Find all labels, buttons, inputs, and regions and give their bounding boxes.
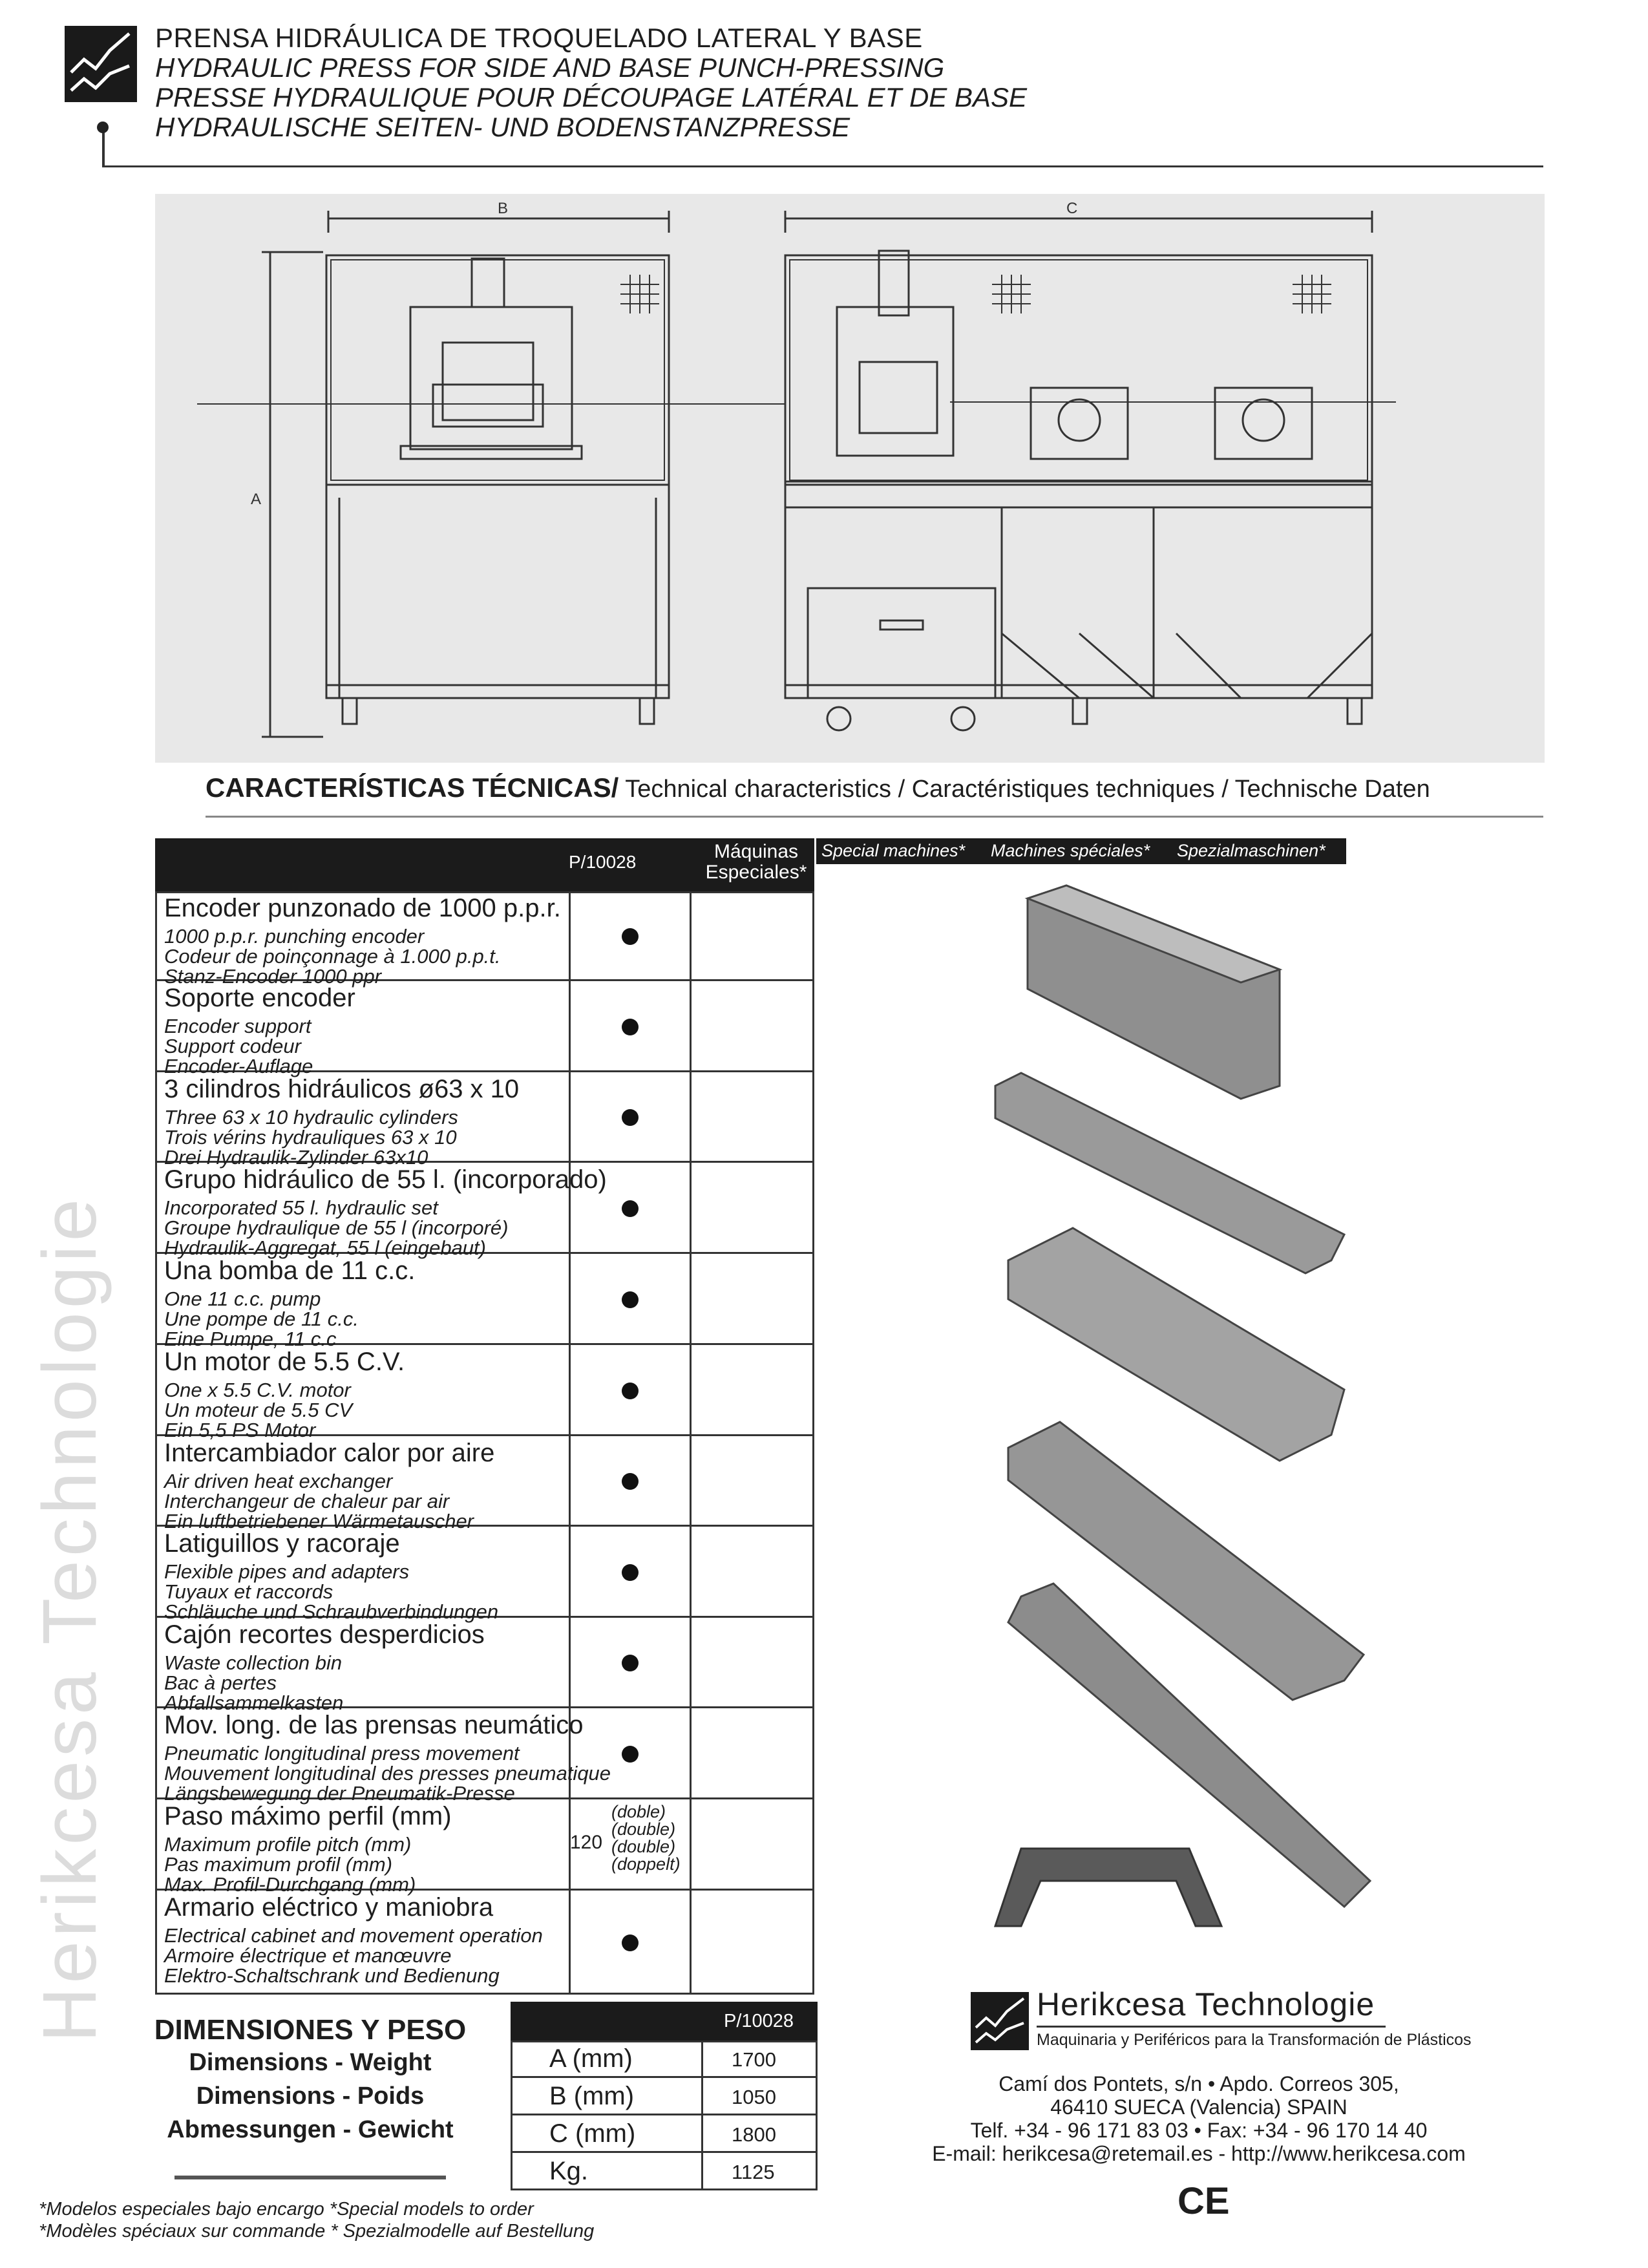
title-fr: PRESSE HYDRAULIQUE POUR DÉCOUPAGE LATÉRAL ET DE BASE xyxy=(155,82,1028,112)
page-title-block xyxy=(155,23,1027,142)
footnote-line-1: *Modelos especiales bajo encargo *Special models to order xyxy=(39,2199,534,2220)
header-rule xyxy=(102,165,1543,167)
included-dot xyxy=(622,1383,639,1399)
contact-block xyxy=(866,2072,1532,2165)
footnote-line-2: *Modèles spéciaux sur commande * Spezialmodelle auf Bestellung xyxy=(39,2221,595,2242)
brand-name: Herikcesa Technologie xyxy=(1037,1986,1375,2022)
header-rule-dot xyxy=(97,122,109,133)
included-dot xyxy=(622,1934,639,1951)
table-row xyxy=(155,981,814,1077)
feature-name-de: Längsbewegung der Pneumatik-Presse xyxy=(164,1782,515,1805)
included-dot xyxy=(622,1109,639,1126)
watermark: Herikcesa Technologie xyxy=(27,1194,112,2042)
feature-name-en: Air driven heat exchanger xyxy=(164,1470,393,1492)
ce-mark: CE xyxy=(1178,2180,1230,2222)
special-machines-bar xyxy=(816,838,1346,864)
feature-name-en: Waste collection bin xyxy=(164,1651,343,1674)
table-row xyxy=(155,1163,814,1259)
table-header-special: Máquinas Especiales* xyxy=(705,841,807,883)
dim-a-label: A xyxy=(251,491,262,508)
company-logo xyxy=(65,26,137,102)
table-row xyxy=(155,1799,814,1896)
included-dot xyxy=(622,1200,639,1217)
table-row xyxy=(155,1708,814,1805)
dimensions-table-header xyxy=(511,2002,818,2040)
table-row xyxy=(155,1345,814,1441)
feature-name-en: Flexible pipes and adapters xyxy=(164,1560,410,1583)
brand-tagline: Maquinaria y Periféricos para la Transformación de Plásticos xyxy=(1037,2031,1472,2049)
feature-name-fr: Armoire électrique et manœuvre xyxy=(164,1944,452,1967)
feature-name-es: Un motor de 5.5 C.V. xyxy=(164,1348,405,1376)
dim-b-label: B xyxy=(498,200,509,217)
feature-name-de: Hydraulik-Aggregat, 55 l (eingebaut) xyxy=(164,1236,486,1259)
feature-name-es: Encoder punzonado de 1000 p.p.r. xyxy=(164,894,561,922)
dimensions-col-model: P/10028 xyxy=(724,2011,794,2031)
feature-name-fr: Une pompe de 11 c.c. xyxy=(164,1308,359,1330)
dimensions-title: DIMENSIONES Y PESO xyxy=(154,2014,467,2046)
feature-name-fr: Tuyaux et raccords xyxy=(164,1580,333,1603)
phone-fax: Telf. +34 - 96 171 83 03 • Fax: +34 - 96 170 14 40 xyxy=(970,2119,1428,2142)
feature-name-en: One x 5.5 C.V. motor xyxy=(164,1379,351,1401)
dim-c-label: C xyxy=(1066,200,1078,217)
photo-slotted-duct xyxy=(1028,885,1280,1099)
included-dot xyxy=(622,1019,639,1035)
feature-name-de: Drei Hydraulik-Zylinder 63x10 xyxy=(164,1146,428,1169)
table-row xyxy=(155,1618,814,1714)
table-row xyxy=(155,1072,814,1169)
title-en: HYDRAULIC PRESS FOR SIDE AND BASE PUNCH-PRESSING xyxy=(155,52,945,83)
feature-name-de: Schläuche und Schraubverbindungen xyxy=(164,1600,499,1623)
brand-logo xyxy=(971,1992,1029,2050)
feature-name-es: Latiguillos y racoraje xyxy=(164,1529,400,1558)
title-de: HYDRAULISCHE SEITEN- UND BODENSTANZPRESSE xyxy=(155,112,850,142)
table-row xyxy=(155,1254,814,1350)
feature-name-es: Soporte encoder xyxy=(164,984,355,1012)
feature-name-de: Ein 5,5 PS Motor xyxy=(164,1419,316,1441)
feature-name-de: Abfallsammelkasten xyxy=(164,1691,344,1714)
feature-name-de: Max. Profil-Durchgang (mm) xyxy=(164,1873,416,1896)
feature-name-es: Grupo hidráulico de 55 l. (incorporado) xyxy=(164,1165,607,1194)
feature-name-es: Mov. long. de las prensas neumático xyxy=(164,1711,584,1739)
feature-name-en: Electrical cabinet and movement operation xyxy=(164,1924,543,1947)
feature-name-fr: Codeur de poinçonnage à 1.000 p.p.t. xyxy=(164,945,501,968)
dimensions-sub-fr: Dimensions - Poids xyxy=(196,2083,425,2110)
table-row xyxy=(155,1891,814,1995)
characteristics-heading-es: CARACTERÍSTICAS TÉCNICAS/ xyxy=(206,772,619,803)
feature-name-fr: Groupe hydraulique de 55 l (incorporé) xyxy=(164,1216,509,1239)
feature-name-es: Paso máximo perfil (mm) xyxy=(164,1802,452,1830)
feature-name-en: 1000 p.p.r. punching encoder xyxy=(164,925,425,948)
table-row xyxy=(155,891,814,988)
feature-name-fr: Trois vérins hydrauliques 63 x 10 xyxy=(164,1126,457,1149)
special-label-en: Special machines* xyxy=(821,841,966,860)
table-row xyxy=(155,1527,814,1623)
dimensions-row: B (mm) 1050 xyxy=(511,2078,818,2115)
feature-name-en: Maximum profile pitch (mm) xyxy=(164,1833,412,1856)
email-web: E-mail: herikcesa@retemail.es - http://www.herikcesa.com xyxy=(932,2142,1466,2165)
feature-name-en: Three 63 x 10 hydraulic cylinders xyxy=(164,1106,458,1129)
characteristics-heading-rest: Technical characteristics / Caractéristiques techniques / Technische Daten xyxy=(625,776,1430,803)
special-label-fr: Machines spéciales* xyxy=(991,841,1150,860)
feature-name-de: Encoder-Auflage xyxy=(164,1055,313,1077)
feature-name-en: Pneumatic longitudinal press movement xyxy=(164,1742,520,1765)
feature-name-es: Cajón recortes desperdicios xyxy=(164,1620,485,1649)
feature-name-fr: Pas maximum profil (mm) xyxy=(164,1853,393,1876)
included-dot xyxy=(622,928,639,945)
feature-name-fr: Bac à pertes xyxy=(164,1671,277,1694)
feature-name-en: One 11 c.c. pump xyxy=(164,1288,321,1310)
feature-name-fr: Interchangeur de chaleur par air xyxy=(164,1490,450,1512)
feature-name-de: Stanz-Encoder 1000 ppr xyxy=(164,965,382,988)
product-photos xyxy=(982,873,1402,1971)
address-line-1: Camí dos Pontets, s/n • Apdo. Correos 305, xyxy=(998,2072,1399,2095)
feature-name-fr: Support codeur xyxy=(164,1035,301,1057)
dimensions-row: Kg. 1125 xyxy=(549,2157,775,2185)
address-line-2: 46410 SUECA (Valencia) SPAIN xyxy=(1050,2095,1347,2119)
feature-name-es: Armario eléctrico y maniobra xyxy=(164,1893,494,1922)
feature-name-es: 3 cilindros hidráulicos ø63 x 10 xyxy=(164,1075,520,1103)
characteristics-rule xyxy=(206,816,1543,818)
included-dot xyxy=(622,1564,639,1581)
special-label-de: Spezialmaschinen* xyxy=(1177,841,1326,860)
included-dot xyxy=(622,1655,639,1671)
included-dot xyxy=(622,1746,639,1763)
photo-bracket xyxy=(995,1849,1221,1926)
brand-rule xyxy=(1037,2026,1386,2028)
technical-drawing xyxy=(155,194,1545,763)
dimensions-row: A (mm) 1700 xyxy=(511,2040,818,2078)
dimensions-sub-de: Abmessungen - Gewicht xyxy=(167,2116,454,2143)
table-header-model: P/10028 xyxy=(569,852,637,872)
feature-name-de: Eine Pumpe, 11 c.c xyxy=(164,1328,337,1350)
dimensions-row: C (mm) 1800 xyxy=(511,2115,818,2153)
included-dot xyxy=(622,1291,639,1308)
feature-name-fr: Mouvement longitudinal des presses pneumatique xyxy=(164,1762,611,1785)
feature-name-es: Una bomba de 11 c.c. xyxy=(164,1256,416,1285)
included-dot xyxy=(622,1473,639,1490)
dimensions-sub-en: Dimensions - Weight xyxy=(189,2049,432,2076)
feature-name-en: Encoder support xyxy=(164,1015,312,1037)
characteristics-heading xyxy=(206,772,1430,803)
feature-name-de: Ein luftbetriebener Wärmetauscher xyxy=(164,1510,474,1532)
feature-name-en: Incorporated 55 l. hydraulic set xyxy=(164,1196,438,1219)
feature-name-fr: Un moteur de 5.5 CV xyxy=(164,1399,353,1421)
feature-name-es: Intercambiador calor por aire xyxy=(164,1439,495,1467)
title-es: PRENSA HIDRÁULICA DE TROQUELADO LATERAL Y BASE xyxy=(155,23,923,53)
table-row xyxy=(155,1436,814,1532)
dimensions-underline xyxy=(174,2176,446,2179)
pitch-value: 120 xyxy=(570,1832,603,1853)
pitch-notes: (doble) (double) (double) (doppelt) xyxy=(611,1802,681,1874)
feature-name-de: Elektro-Schaltschrank und Bedienung xyxy=(164,1964,500,1987)
